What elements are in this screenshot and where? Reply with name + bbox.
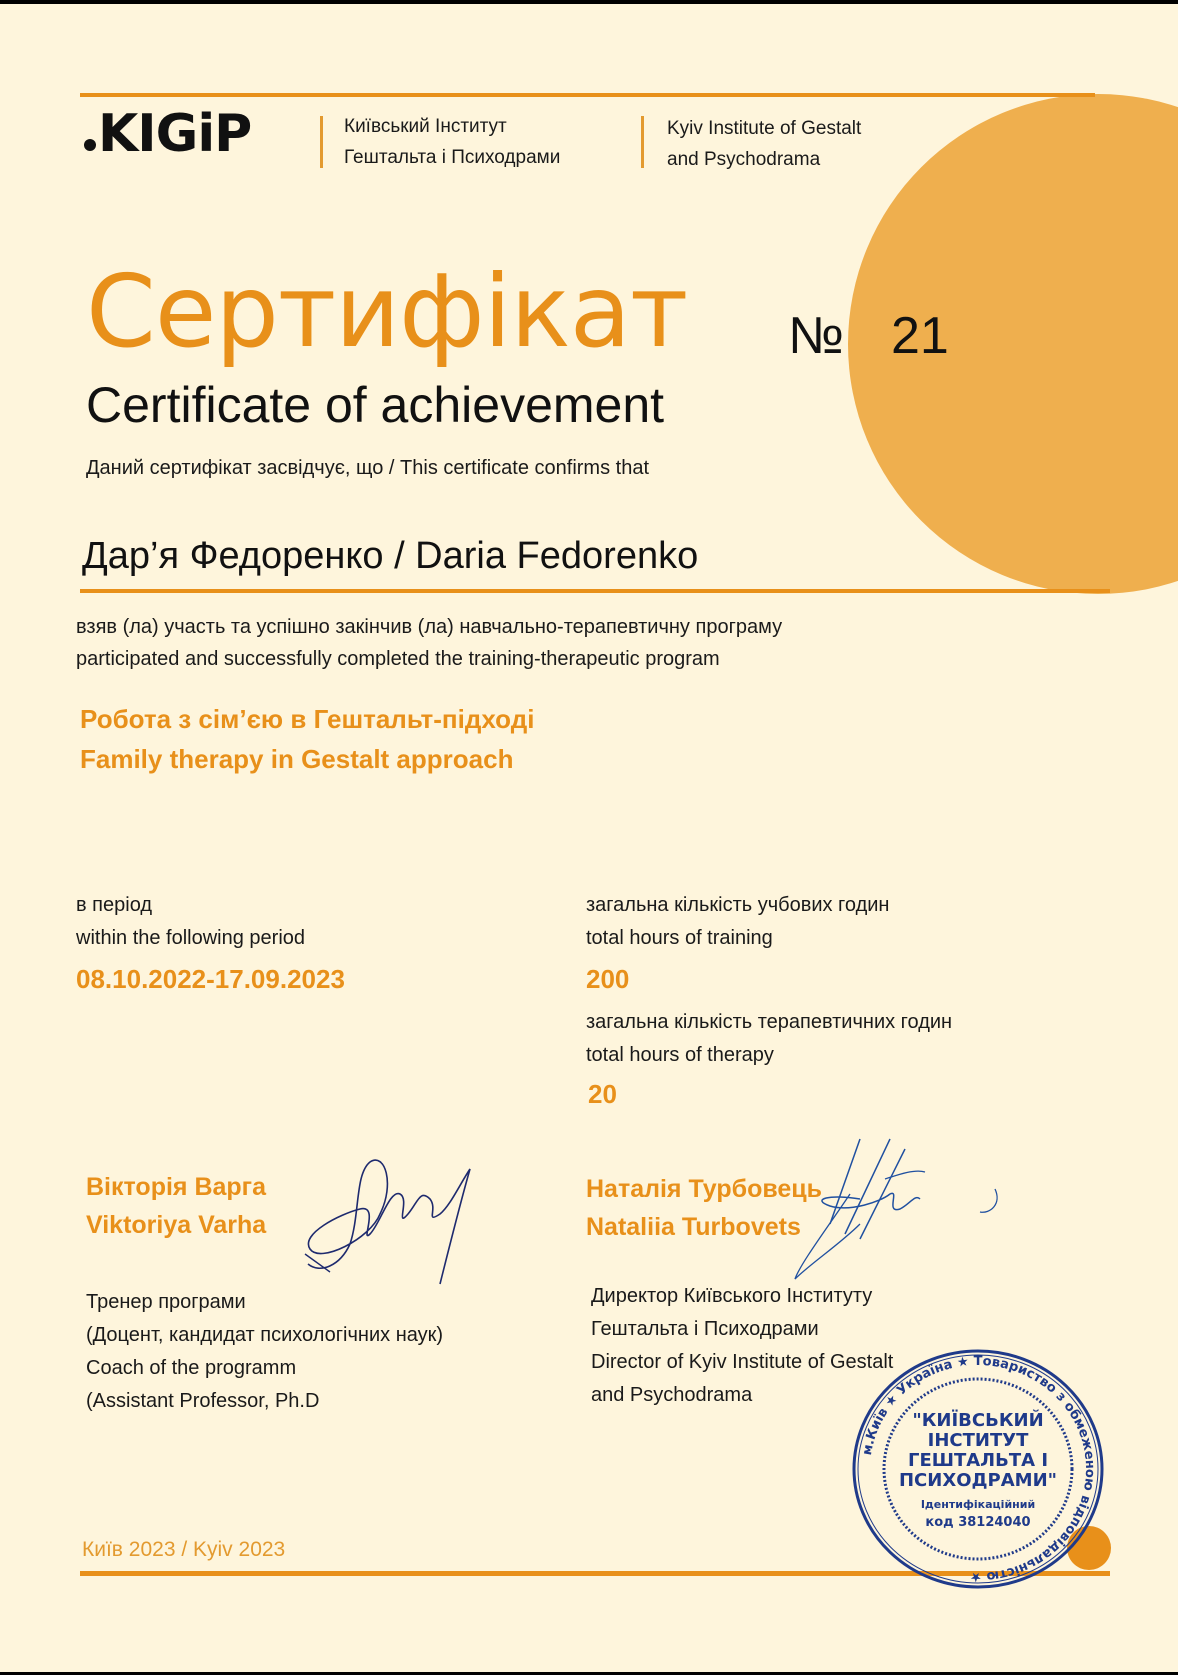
signatory-2-name-en: Nataliia Turbovets xyxy=(586,1213,801,1241)
institute-ua-line1: Київський Інститут xyxy=(344,116,507,137)
training-hours-label-en: total hours of training xyxy=(586,927,773,949)
program-title xyxy=(80,699,534,779)
period-label-en: within the following period xyxy=(76,927,306,949)
stamp-line4: ПСИХОДРАМИ" xyxy=(898,1470,1058,1491)
certificate-number: 21 xyxy=(891,307,949,365)
training-hours-value: 200 xyxy=(586,964,630,994)
signature-2-icon xyxy=(790,1134,1010,1294)
number-symbol: № xyxy=(788,307,844,365)
signatory-2-name-ua: Наталія Турбовець xyxy=(586,1175,823,1203)
institute-ua-line2: Гештальта і Психодрами xyxy=(344,147,561,168)
therapy-hours-label-en: total hours of therapy xyxy=(586,1044,774,1066)
signatory-2-role-line2: Гештальта і Психодрами xyxy=(591,1318,819,1340)
program-title-ua: Робота з сім’єю в Гештальт-підході xyxy=(80,704,535,734)
period-label-ua: в період xyxy=(76,894,153,916)
certificate-page xyxy=(0,4,1178,1672)
signature-1-icon xyxy=(300,1154,500,1294)
signatory-1-name-ua: Вікторія Варга xyxy=(86,1173,266,1201)
certificate-title-en: Certificate of achievement xyxy=(86,377,665,433)
signatory-1-role-line1: Тренер програми xyxy=(86,1291,246,1313)
signatory-1-role-line2: (Доцент, кандидат психологічних наук) xyxy=(86,1324,444,1346)
signatory-1-role-line3: Coach of the programm xyxy=(86,1357,297,1379)
institute-name-ua xyxy=(344,111,560,173)
completed-text-en: participated and successfully completed the training-therapeutic program xyxy=(76,648,720,670)
logo-dot-icon xyxy=(84,139,96,151)
institute-en-line1: Kyiv Institute of Gestalt xyxy=(667,118,862,139)
name-underline xyxy=(80,589,1110,593)
stamp-id-label: Ідентифікаційний xyxy=(920,1498,1036,1511)
signatory-1-name-en: Viktoriya Varha xyxy=(86,1211,267,1239)
completed-text-ua: взяв (ла) участь та успішно закінчив (ла) навчально-терапевтичну програму xyxy=(76,616,783,638)
signatory-2-role-line1: Директор Київського Інституту xyxy=(591,1285,873,1307)
institute-name-en xyxy=(667,113,861,175)
certificate-title-ua: Сертифікат xyxy=(86,253,688,370)
header-separator xyxy=(641,116,644,168)
signatory-1-role-line4: (Assistant Professor, Ph.D xyxy=(86,1390,320,1412)
period-value: 08.10.2022-17.09.2023 xyxy=(76,964,345,994)
kigip-logo xyxy=(84,104,252,164)
stamp-id-code: код 38124040 xyxy=(925,1515,1031,1530)
program-title-en: Family therapy in Gestalt approach xyxy=(80,744,514,774)
logo-text: KIGiP xyxy=(98,104,252,164)
therapy-hours-label-ua: загальна кількість терапевтичних годин xyxy=(586,1011,953,1033)
recipient-name: Дар’я Федоренко / Daria Fedorenko xyxy=(82,535,699,577)
confirm-text: Даний сертифікат засвідчує, що / This certificate confirms that xyxy=(86,457,649,479)
stamp-ring-text: м.Київ ★ Україна ★ Товариство з обмеженою відповідальністю ★ xyxy=(859,1353,1098,1585)
therapy-hours-value: 20 xyxy=(588,1079,617,1109)
signatory-1-role xyxy=(86,1286,443,1418)
training-hours-label-ua: загальна кількість учбових годин xyxy=(586,894,890,916)
stamp-line2: ІНСТИТУТ xyxy=(927,1430,1029,1451)
stamp-line1: "КИЇВСЬКИЙ xyxy=(912,1410,1044,1431)
signatory-1-name xyxy=(86,1168,266,1244)
institute-en-line2: and Psychodrama xyxy=(667,149,821,170)
signatory-2-role-line4: and Psychodrama xyxy=(591,1384,753,1406)
footer-place-year: Київ 2023 / Kyiv 2023 xyxy=(82,1538,286,1561)
stamp-line3: ГЕШТАЛЬТА І xyxy=(907,1450,1049,1471)
official-stamp-icon xyxy=(848,1344,1108,1594)
signatory-2-name xyxy=(586,1170,822,1246)
header-separator xyxy=(320,116,323,168)
top-divider xyxy=(80,93,1095,97)
signatory-2-role-line3: Director of Kyiv Institute of Gestalt xyxy=(591,1351,894,1373)
